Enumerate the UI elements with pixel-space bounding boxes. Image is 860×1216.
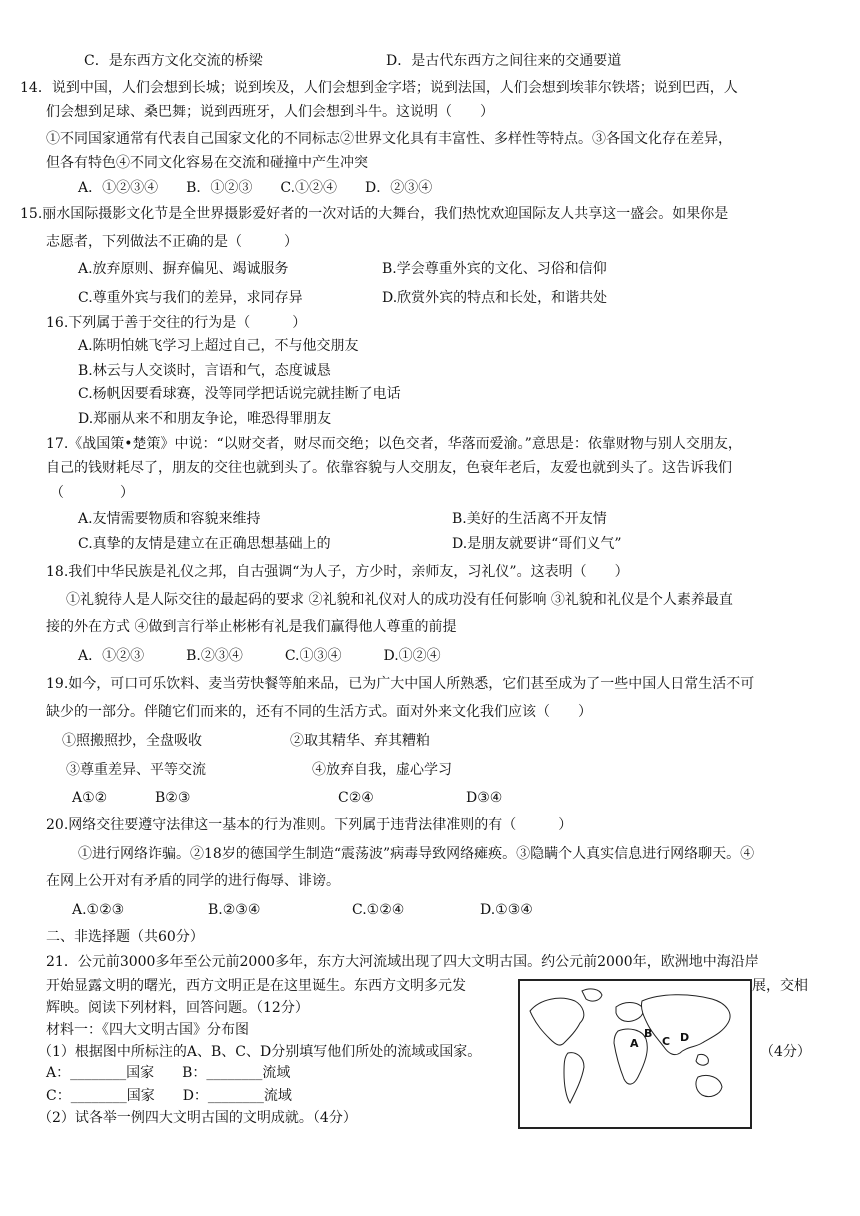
question-16: 16.下列属于善于交往的行为是（ ）	[46, 315, 307, 331]
option: A.陈明怕姚飞学习上超过自己，不与他交朋友	[78, 338, 359, 354]
option: B.学会尊重外宾的文化、习俗和信仰	[382, 261, 607, 277]
option: B.②③④	[208, 902, 261, 918]
line: ②取其精华、弃其糟粕	[290, 733, 430, 749]
question-20: 20.网络交往要遵守法律这一基本的行为准则。下列属于违背法律准则的有（ ）	[46, 817, 573, 833]
continent-europe	[616, 1003, 643, 1022]
option: A①②	[72, 790, 108, 806]
line: 辉映。阅读下列材料，回答问题。（12分）	[46, 1000, 309, 1016]
option: C②④	[338, 790, 374, 806]
continent-north-america	[530, 998, 584, 1045]
line: 缺少的一部分。伴随它们而来的，还有不同的生活方式。面对外来文化我们应该（ ）	[46, 704, 592, 720]
line: 接的外在方式 ④做到言行举止彬彬有礼是我们赢得他人尊重的前提	[46, 619, 457, 635]
line: 但各有特色④不同文化容易在交流和碰撞中产生冲突	[46, 155, 368, 171]
question-21: 21．公元前3000多年至公元前2000多年，东方大河流域出现了四大文明古国。约公元前2000年，欧洲地中海沿岸	[46, 954, 759, 970]
line: 志愿者，下列做法不正确的是（ ）	[46, 234, 298, 250]
option: B.林云与人交谈时，言语和气，态度诚恳	[78, 363, 331, 379]
option: D③④	[466, 790, 503, 806]
option: D.欣赏外宾的特点和长处，和谐共处	[382, 290, 608, 306]
line: 展，交相	[752, 978, 808, 994]
options: A．①②③ B.②③④ C.①③④ D.①②④	[78, 648, 441, 664]
section-heading: 二、非选择题（共60分）	[46, 929, 204, 945]
option: C.尊重外宾与我们的差异，求同存异	[78, 290, 303, 306]
marker-a: A	[630, 1037, 639, 1050]
line: ①礼貌待人是人际交往的最起码的要求 ②礼貌和礼仪对人的成功没有任何影响 ③礼貌和礼仪是个人素养最直	[66, 592, 733, 608]
line: 们会想到足球、桑巴舞；说到西班牙，人们会想到斗牛。这说明（ ）	[46, 104, 494, 120]
option: D.郑丽从来不和朋友争论，唯恐得罪朋友	[78, 411, 332, 427]
continent-australia	[696, 1075, 722, 1096]
option: C.真挚的友情是建立在正确思想基础上的	[78, 536, 331, 552]
marker-d: D	[680, 1031, 690, 1044]
fill-blank-line: A：________国家 B：________流域	[46, 1065, 291, 1081]
line: （ ）	[50, 485, 134, 501]
line: ④放弃自我，虚心学习	[312, 762, 452, 778]
line: ③尊重差异、平等交流	[66, 762, 206, 778]
world-map-figure	[518, 979, 752, 1129]
option: A.放弃原则、摒弃偏见、竭诚服务	[78, 261, 289, 277]
material-label: 材料一：《四大文明古国》分布图	[46, 1022, 249, 1038]
option: D.是朋友就要讲“哥们义气”	[452, 536, 622, 552]
option: C.杨帆因要看球赛，没等同学把话说完就挂断了电话	[78, 386, 401, 402]
question-17: 17.《战国策•楚策》中说：“以财交者，财尽而交绝；以色交者，华落而爱渝。”意思是：依靠财物与别人交朋友，	[46, 436, 742, 452]
continent-south-america	[564, 1053, 584, 1103]
option: A.①②③	[72, 902, 125, 918]
world-map	[520, 981, 750, 1127]
continent-greenland	[582, 989, 602, 1001]
line: 在网上公开对有矛盾的同学的进行侮辱、诽谤。	[46, 873, 340, 889]
option: B②③	[155, 790, 191, 806]
option: B.美好的生活离不开友情	[452, 511, 607, 527]
sub-question-1: （1）根据图中所标注的A、B、C、D分别填写他们所处的流域或国家。	[38, 1044, 482, 1060]
score: （4分）	[760, 1044, 811, 1060]
line: D．是古代东西方之间往来的交通要道	[386, 53, 622, 69]
options: A．①②③④ B．①②③ C.①②④ D．②③④	[78, 180, 433, 196]
continent-asia	[641, 995, 730, 1055]
question-15: 15.丽水国际摄影文化节是全世界摄影爱好者的一次对话的大舞台，我们热忱欢迎国际友人共享这一盛会。如果你是	[20, 206, 729, 222]
line: C．是东西方文化交流的桥梁	[84, 53, 263, 69]
line: 自己的钱财耗尽了，朋友的交往也就到头了。依靠容貌与人交朋友，色衰年老后，友爱也就到头了。这告诉我们	[46, 460, 732, 476]
option: C.①②④	[352, 902, 405, 918]
question-14: 14．说到中国，人们会想到长城；说到埃及，人们会想到金字塔；说到法国，人们会想到埃菲尔铁塔；说到巴西，人	[20, 80, 738, 96]
line: 开始显露文明的曙光，西方文明正是在这里诞生。东西方文明多元发	[46, 978, 466, 994]
question-18: 18.我们中华民族是礼仪之邦，自古强调“为人子，方少时，亲师友，习礼仪”。这表明（ ）	[46, 564, 629, 580]
option: A.友情需要物质和容貌来维持	[78, 511, 261, 527]
sub-question-2: （2）试各举一例四大文明古国的文明成就。（4分）	[38, 1110, 357, 1126]
fill-blank-line: C：________国家 D：________流域	[46, 1088, 292, 1104]
continent-islands	[696, 1054, 708, 1065]
question-19: 19.如今，可口可乐饮料、麦当劳快餐等舶来品，已为广大中国人所熟悉，它们甚至成为了一些中国人日常生活不可	[46, 676, 755, 692]
marker-c: C	[662, 1035, 671, 1048]
line: ①照搬照抄，全盘吸收	[62, 733, 202, 749]
line: ①进行网络诈骗。②18岁的德国学生制造“震荡波”病毒导致网络瘫痪。③隐瞒个人真实信息进行网络聊天。④	[78, 846, 755, 862]
line: ①不同国家通常有代表自己国家文化的不同标志②世界文化具有丰富性、多样性等特点。③各国文化存在差异，	[46, 131, 732, 147]
marker-b: B	[644, 1027, 653, 1040]
option: D.①③④	[480, 902, 533, 918]
